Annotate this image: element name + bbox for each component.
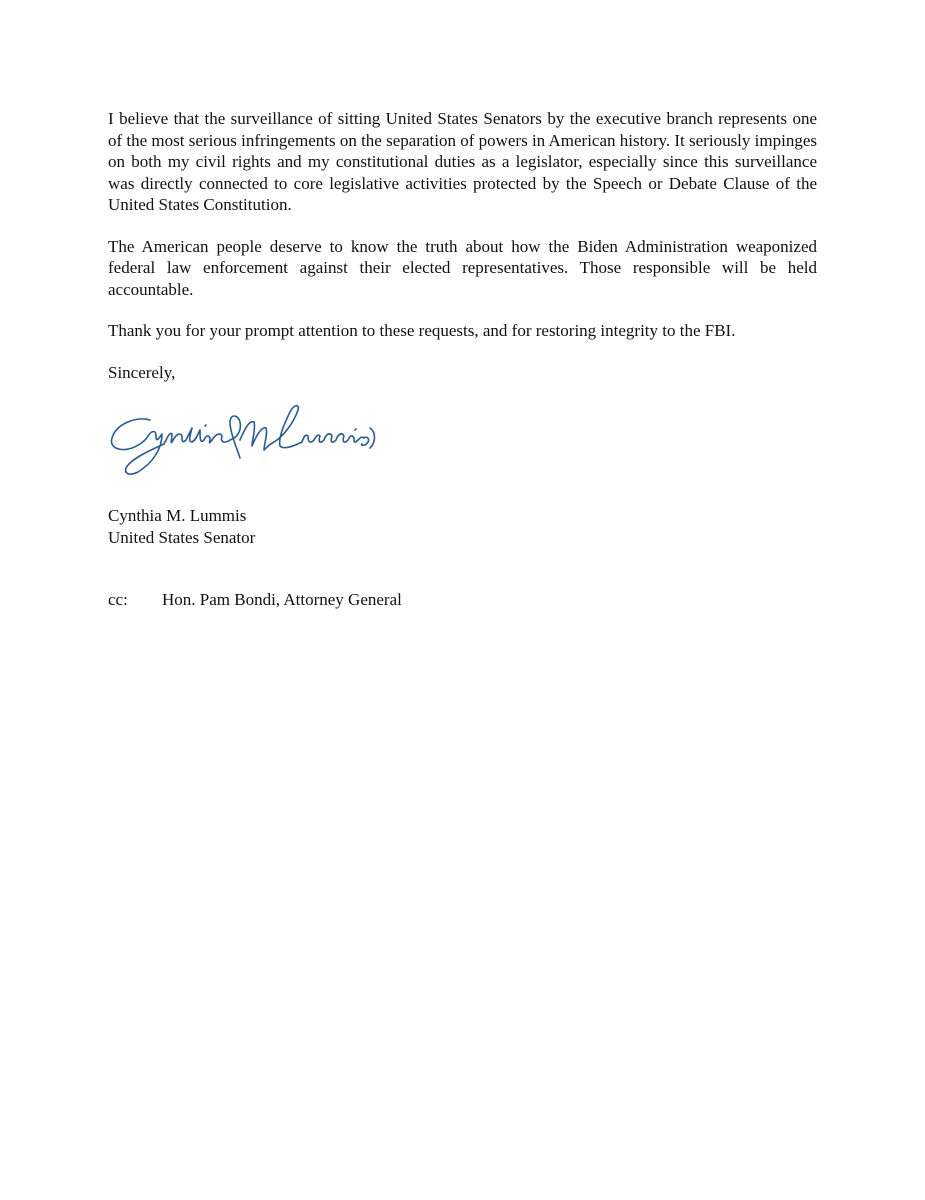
paragraph-accountability: The American people deserve to know the truth about how the Biden Administration weaponized federal law enforcement against their elected representatives. Those responsible will be held accountable. xyxy=(108,236,817,299)
signer-title: United States Senator xyxy=(108,527,256,547)
signature-drawing xyxy=(108,400,378,485)
signer-block xyxy=(108,505,255,548)
closing-salutation: Sincerely, xyxy=(108,362,176,382)
letter-body xyxy=(108,108,817,383)
cc-recipient: Hon. Pam Bondi, Attorney General xyxy=(162,590,402,609)
cc-label: cc: xyxy=(108,590,128,609)
paragraph-thanks: Thank you for your prompt attention to these requests, and for restoring integrity to the FBI. xyxy=(108,321,736,340)
handwritten-signature xyxy=(108,400,378,485)
cc-line xyxy=(108,589,402,611)
signer-name: Cynthia M. Lummis xyxy=(108,506,247,525)
paragraph-surveillance: I believe that the surveillance of sitting United States Senators by the executive branch represents one of the most serious infringements on the separation of powers in American history. It seriously impinges on both my civil rights and my constitutional duties as a legislator, especially since this surveillance was directly connected to core legislative activities protected by the Speech or Debate Clause of the United States Constitution. xyxy=(108,109,817,214)
